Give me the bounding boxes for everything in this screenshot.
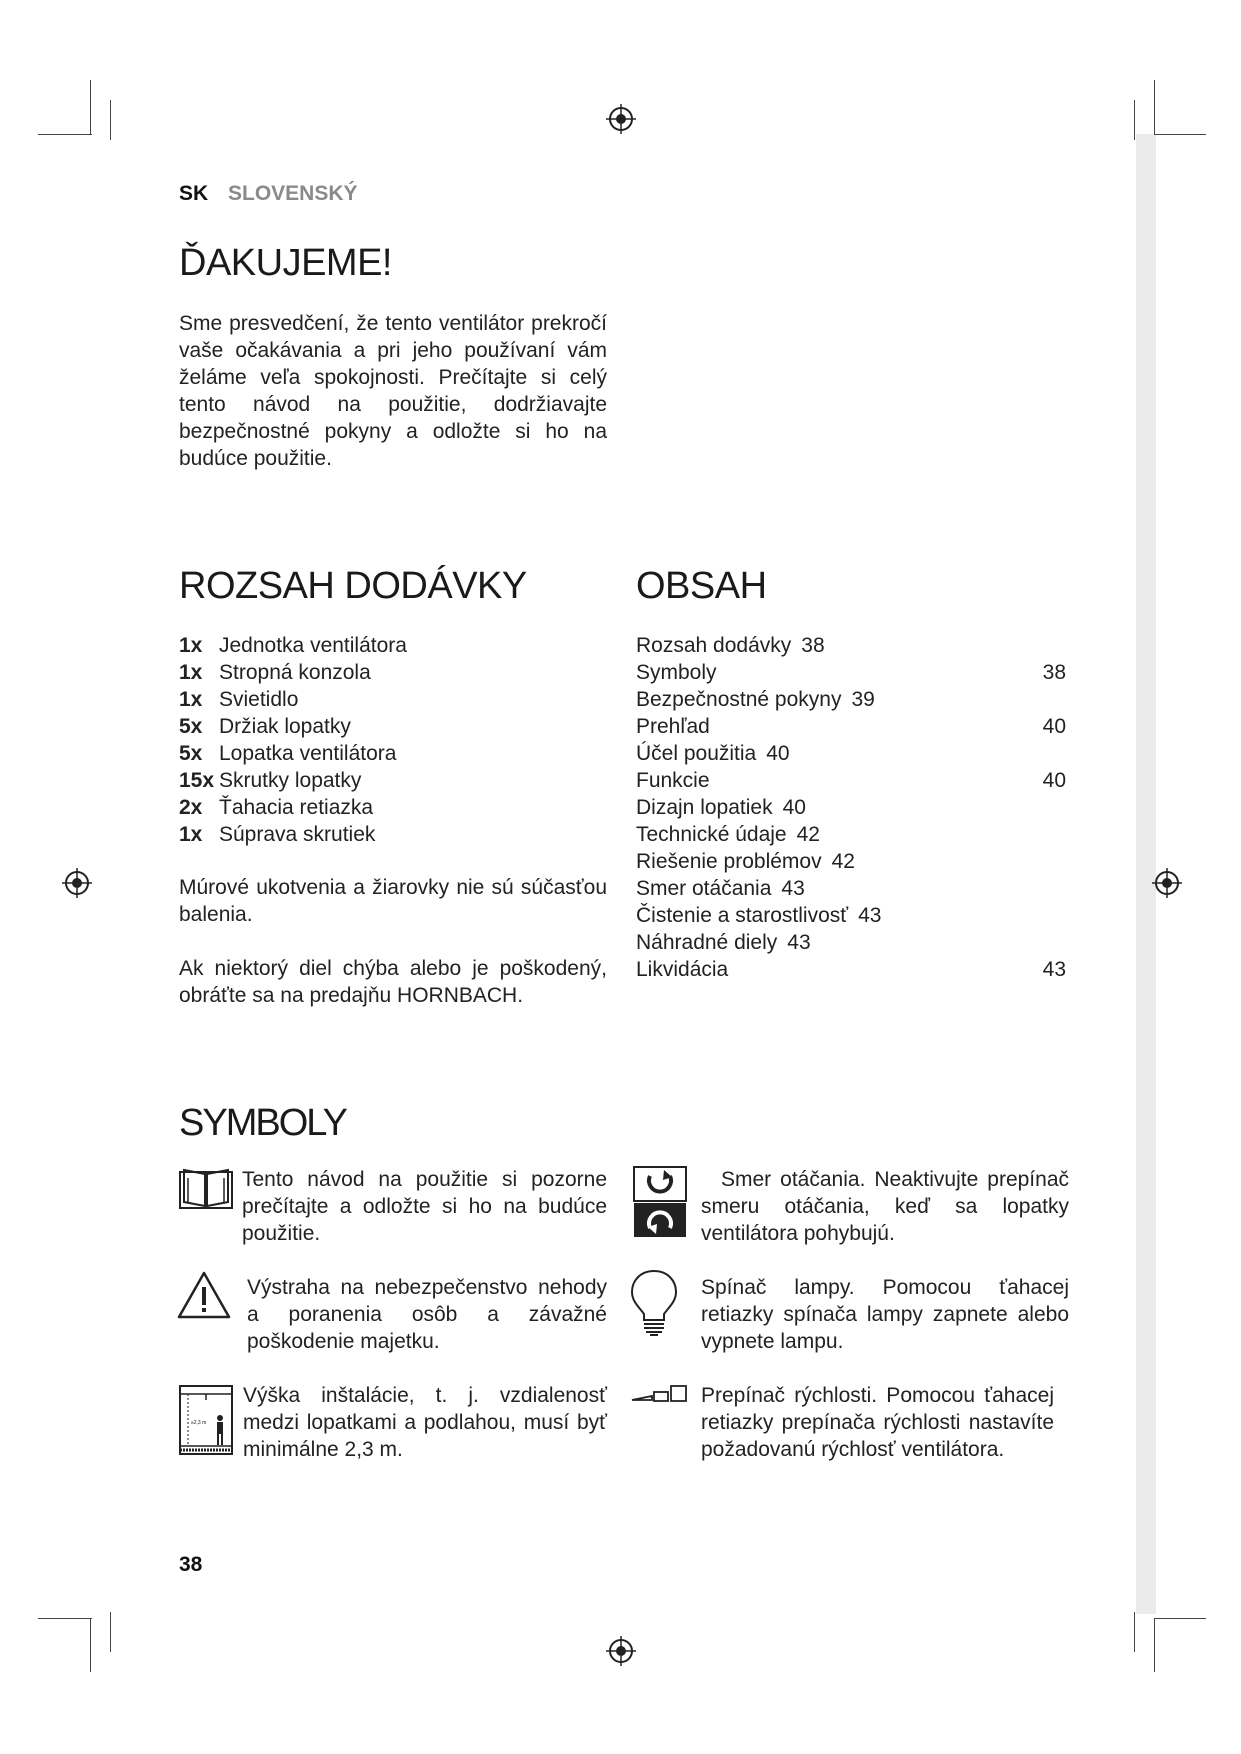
toc-entry-page: 38	[1042, 661, 1066, 684]
scope-item-qty: 15x	[179, 769, 215, 792]
symbols-title: SYMBOLY	[179, 1102, 346, 1144]
table-of-contents	[636, 632, 1066, 983]
toc-entry	[636, 659, 1066, 686]
book-icon	[178, 1166, 234, 1212]
scope-item-qty: 1x	[179, 661, 203, 684]
toc-entry-page: 40	[782, 796, 806, 819]
toc-entry	[636, 632, 1066, 659]
toc-entry	[636, 929, 1066, 956]
scope-item	[179, 632, 609, 659]
toc-entry	[636, 740, 1066, 767]
rotation-direction-icon	[633, 1166, 687, 1238]
toc-entry-label: Likvidácia	[636, 958, 729, 981]
toc-entry	[636, 875, 1066, 902]
toc-entry-label: Symboly	[636, 661, 717, 684]
toc-entry-label: Účel použitia	[636, 742, 757, 765]
toc-entry-label: Riešenie problémov	[636, 850, 822, 873]
registration-mark-icon	[1152, 868, 1182, 898]
warning-triangle-icon	[176, 1270, 232, 1320]
toc-entry-label: Dizajn lopatiek	[636, 796, 773, 819]
toc-entry-label: Smer otáčania	[636, 877, 772, 900]
scope-title: ROZSAH DODÁVKY	[179, 565, 527, 607]
symbol-warning-text: Výstraha na nebezpečenstvo nehody a poranenia osôb a závažné poškodenie majetku.	[247, 1276, 607, 1353]
toc-entry	[636, 794, 1066, 821]
scope-list	[179, 632, 609, 848]
toc-entry-page: 40	[1042, 769, 1066, 792]
toc-entry-page: 42	[796, 823, 820, 846]
scope-item-label: Ťahacia retiazka	[219, 796, 374, 819]
scope-item-label: Držiak lopatky	[219, 715, 351, 738]
toc-entry-page: 42	[831, 850, 855, 873]
toc-entry	[636, 767, 1066, 794]
registration-mark-icon	[606, 1636, 636, 1666]
symbol-lamp-text: Spínač lampy. Pomocou ťahacej retiazky spínača lampy zapnete alebo vypnete lampu.	[701, 1276, 1069, 1353]
scope-item	[179, 740, 609, 767]
scope-item-qty: 1x	[179, 823, 203, 846]
registration-mark-icon	[606, 104, 636, 134]
scope-item	[179, 659, 609, 686]
toc-entry-page: 40	[766, 742, 790, 765]
scope-item-label: Svietidlo	[219, 688, 299, 711]
scope-item	[179, 713, 609, 740]
scope-item	[179, 686, 609, 713]
scope-item-label: Skrutky lopatky	[219, 769, 362, 792]
scope-note-missing-parts: Múrové ukotvenia a žiarovky nie sú súčasťou balenia.	[179, 876, 607, 926]
toc-entry	[636, 902, 1066, 929]
light-bulb-icon	[628, 1268, 680, 1338]
toc-entry	[636, 848, 1066, 875]
contents-title: OBSAH	[636, 565, 767, 607]
scope-item-label: Jednotka ventilátora	[219, 634, 407, 657]
toc-entry-page: 43	[858, 904, 882, 927]
scope-item-qty: 1x	[179, 688, 203, 711]
scope-item-label: Lopatka ventilátora	[219, 742, 397, 765]
toc-entry-page: 43	[1042, 958, 1066, 981]
toc-entry-label: Bezpečnostné pokyny	[636, 688, 842, 711]
scope-item-qty: 1x	[179, 634, 203, 657]
scope-item	[179, 821, 609, 848]
toc-entry-page: 39	[851, 688, 875, 711]
toc-entry	[636, 956, 1066, 983]
language-code: SK	[179, 182, 209, 205]
toc-entry-label: Technické údaje	[636, 823, 787, 846]
speed-switch-icon	[630, 1382, 688, 1404]
thanks-title: ĎAKUJEME!	[179, 242, 392, 284]
symbol-manual-text: Tento návod na použitie si pozorne prečítajte a odložte si ho na budúce použitie.	[242, 1168, 607, 1245]
toc-entry-label: Náhradné diely	[636, 931, 778, 954]
toc-entry	[636, 713, 1066, 740]
scope-item	[179, 767, 609, 794]
scope-item	[179, 794, 609, 821]
toc-entry-page: 40	[1042, 715, 1066, 738]
toc-entry-label: Funkcie	[636, 769, 710, 792]
scope-item-qty: 5x	[179, 742, 203, 765]
toc-entry-label: Rozsah dodávky	[636, 634, 792, 657]
scope-item-qty: 5x	[179, 715, 203, 738]
page-number: 38	[179, 1553, 203, 1576]
toc-entry-page: 38	[801, 634, 825, 657]
scope-item-label: Súprava skrutiek	[219, 823, 376, 846]
symbol-rotation-text: Smer otáčania. Neaktivujte prepínač smeru otáčania, keď sa lopatky ventilátora pohybujú.	[701, 1168, 1069, 1245]
toc-entry-page: 43	[787, 931, 811, 954]
toc-entry-label: Čistenie a starostlivosť	[636, 904, 849, 927]
installation-height-icon	[178, 1384, 234, 1456]
toc-entry	[636, 821, 1066, 848]
scope-item-qty: 2x	[179, 796, 203, 819]
scope-item-label: Stropná konzola	[219, 661, 371, 684]
toc-entry-label: Prehľad	[636, 715, 710, 738]
height-label: ≥2,3 m	[191, 1420, 207, 1426]
symbol-height-text: Výška inštalácie, t. j. vzdialenosť medzi lopatkami a podlahou, musí byť minimálne 2,3 m.	[243, 1384, 607, 1461]
toc-entry	[636, 686, 1066, 713]
thanks-text: Sme presvedčení, že tento ventilátor prekročí vaše očakávania a pri jeho používaní vám želáme veľa spokojnosti. Prečítajte si celý tento návod na použitie, dodržiavajte bezpečnostné pokyny a odložte si ho na budúce použitie.	[179, 312, 607, 470]
language-name: SLOVENSKÝ	[228, 182, 358, 205]
registration-mark-icon	[62, 868, 92, 898]
symbol-speed-text: Prepínač rýchlosti. Pomocou ťahacej retiazky prepínača rýchlosti nastavíte požadovanú rýchlosť ventilátora.	[701, 1384, 1054, 1461]
toc-entry-page: 43	[781, 877, 805, 900]
scope-note-contact: Ak niektorý diel chýba alebo je poškodený, obráťte sa na predajňu HORNBACH.	[179, 957, 607, 1007]
